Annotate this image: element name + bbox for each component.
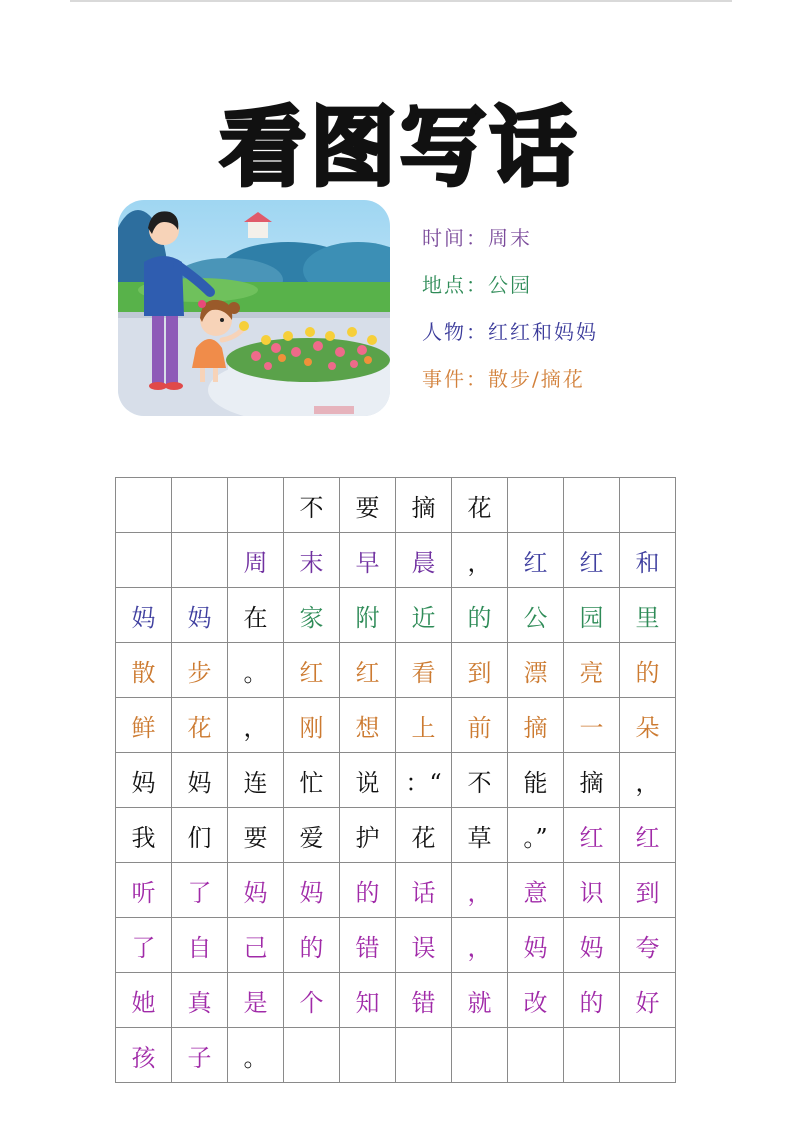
info-place-label: 地点： xyxy=(422,273,488,297)
grid-cell: 妈 xyxy=(172,588,228,643)
grid-cell xyxy=(508,1028,564,1083)
grid-cell: 我 xyxy=(116,808,172,863)
grid-cell: 说 xyxy=(340,753,396,808)
grid-cell: 的 xyxy=(620,643,676,698)
grid-row xyxy=(116,698,676,753)
grid-cell: 红 xyxy=(564,533,620,588)
grid-cell: 想 xyxy=(340,698,396,753)
grid-cell: 园 xyxy=(564,588,620,643)
grid-cell: 刚 xyxy=(284,698,340,753)
grid-cell: 和 xyxy=(620,533,676,588)
grid-cell: 子 xyxy=(172,1028,228,1083)
grid-cell: 早 xyxy=(340,533,396,588)
grid-cell: 个 xyxy=(284,973,340,1028)
grid-cell: 妈 xyxy=(116,753,172,808)
grid-row xyxy=(116,478,676,533)
info-time-value: 周末 xyxy=(488,226,532,250)
grid-cell: 。 xyxy=(228,1028,284,1083)
grid-cell: 鲜 xyxy=(116,698,172,753)
grid-row xyxy=(116,973,676,1028)
grid-cell: 识 xyxy=(564,863,620,918)
grid-row xyxy=(116,643,676,698)
grid-cell: 知 xyxy=(340,973,396,1028)
grid-cell: 自 xyxy=(172,918,228,973)
grid-cell: 真 xyxy=(172,973,228,1028)
grid-cell xyxy=(508,478,564,533)
grid-cell: 花 xyxy=(396,808,452,863)
grid-cell: 错 xyxy=(396,973,452,1028)
grid-cell: 的 xyxy=(564,973,620,1028)
info-event xyxy=(422,365,598,412)
grid-cell: 到 xyxy=(452,643,508,698)
grid-cell xyxy=(620,478,676,533)
info-event-label: 事件： xyxy=(422,367,488,391)
grid-cell: 误 xyxy=(396,918,452,973)
grid-cell: 听 xyxy=(116,863,172,918)
grid-cell: 花 xyxy=(172,698,228,753)
grid-row xyxy=(116,863,676,918)
grid-cell: 摘 xyxy=(564,753,620,808)
grid-cell: 不 xyxy=(452,753,508,808)
grid-cell: 意 xyxy=(508,863,564,918)
grid-cell xyxy=(564,478,620,533)
info-place-value: 公园 xyxy=(488,273,532,297)
grid-cell: 步 xyxy=(172,643,228,698)
grid-cell xyxy=(620,1028,676,1083)
grid-cell: ：“ xyxy=(396,753,452,808)
grid-cell: 红 xyxy=(340,643,396,698)
grid-cell: 摘 xyxy=(508,698,564,753)
grid-cell: 了 xyxy=(116,918,172,973)
grid-cell: 漂 xyxy=(508,643,564,698)
grid-cell: 家 xyxy=(284,588,340,643)
grid-cell: 话 xyxy=(396,863,452,918)
grid-cell: 们 xyxy=(172,808,228,863)
grid-cell: 红 xyxy=(284,643,340,698)
grid-row xyxy=(116,1028,676,1083)
grid-cell: 晨 xyxy=(396,533,452,588)
info-time xyxy=(422,224,598,271)
grid-cell: 就 xyxy=(452,973,508,1028)
grid-cell: 妈 xyxy=(116,588,172,643)
grid-cell: 了 xyxy=(172,863,228,918)
grid-cell: 。 xyxy=(228,643,284,698)
grid-cell: 。” xyxy=(508,808,564,863)
grid-cell: 忙 xyxy=(284,753,340,808)
grid-cell xyxy=(116,478,172,533)
info-people-value: 红红和妈妈 xyxy=(488,320,598,344)
grid-cell xyxy=(452,1028,508,1083)
grid-cell xyxy=(228,478,284,533)
grid-cell: 她 xyxy=(116,973,172,1028)
grid-cell xyxy=(396,1028,452,1083)
park-illustration xyxy=(118,200,390,416)
grid-cell xyxy=(116,533,172,588)
grid-cell: 近 xyxy=(396,588,452,643)
grid-cell: 红 xyxy=(508,533,564,588)
grid-cell: 的 xyxy=(284,918,340,973)
grid-cell: 夸 xyxy=(620,918,676,973)
grid-cell: 好 xyxy=(620,973,676,1028)
info-time-label: 时间： xyxy=(422,226,488,250)
grid-cell: 妈 xyxy=(564,918,620,973)
grid-cell: 能 xyxy=(508,753,564,808)
grid-cell: 妈 xyxy=(508,918,564,973)
grid-cell: 前 xyxy=(452,698,508,753)
grid-cell: 摘 xyxy=(396,478,452,533)
grid-cell: 不 xyxy=(284,478,340,533)
grid-cell: 错 xyxy=(340,918,396,973)
grid-cell: ， xyxy=(452,918,508,973)
info-place xyxy=(422,271,598,318)
grid-cell: 爱 xyxy=(284,808,340,863)
grid-cell: ， xyxy=(452,863,508,918)
grid-cell xyxy=(172,533,228,588)
grid-cell: 末 xyxy=(284,533,340,588)
grid-cell: 的 xyxy=(452,588,508,643)
grid-cell: 改 xyxy=(508,973,564,1028)
grid-cell: 妈 xyxy=(284,863,340,918)
grid-cell: 的 xyxy=(340,863,396,918)
grid-cell: 己 xyxy=(228,918,284,973)
grid-cell: 散 xyxy=(116,643,172,698)
grid-cell: 要 xyxy=(340,478,396,533)
grid-cell xyxy=(564,1028,620,1083)
grid-cell: 红 xyxy=(620,808,676,863)
info-people-label: 人物： xyxy=(422,320,488,344)
info-event-value: 散步/摘花 xyxy=(488,367,585,391)
grid-cell: 孩 xyxy=(116,1028,172,1083)
grid-cell xyxy=(172,478,228,533)
grid-cell: 是 xyxy=(228,973,284,1028)
grid-cell: 要 xyxy=(228,808,284,863)
grid-cell: 朵 xyxy=(620,698,676,753)
grid-cell xyxy=(284,1028,340,1083)
grid-cell: 连 xyxy=(228,753,284,808)
grid-row xyxy=(116,533,676,588)
grid-cell: 妈 xyxy=(172,753,228,808)
info-people xyxy=(422,318,598,365)
grid-cell: 护 xyxy=(340,808,396,863)
grid-cell: 一 xyxy=(564,698,620,753)
story-info xyxy=(422,224,598,412)
top-divider xyxy=(70,0,732,2)
grid-cell: 红 xyxy=(564,808,620,863)
grid-cell: 亮 xyxy=(564,643,620,698)
grid-cell: 周 xyxy=(228,533,284,588)
grid-row xyxy=(116,918,676,973)
grid-row xyxy=(116,808,676,863)
grid-cell: 公 xyxy=(508,588,564,643)
grid-cell: 在 xyxy=(228,588,284,643)
grid-cell: ， xyxy=(228,698,284,753)
grid-row xyxy=(116,753,676,808)
grid-cell: 里 xyxy=(620,588,676,643)
grid-cell: 妈 xyxy=(228,863,284,918)
grid-cell: 上 xyxy=(396,698,452,753)
grid-cell: 看 xyxy=(396,643,452,698)
grid-cell: 到 xyxy=(620,863,676,918)
grid-cell: ， xyxy=(452,533,508,588)
grid-cell: 附 xyxy=(340,588,396,643)
grid-cell xyxy=(340,1028,396,1083)
page-title: 看图写话 xyxy=(220,98,580,198)
grid-cell: 草 xyxy=(452,808,508,863)
grid-cell: ， xyxy=(620,753,676,808)
writing-grid xyxy=(115,477,676,1083)
grid-row xyxy=(116,588,676,643)
grid-cell: 花 xyxy=(452,478,508,533)
